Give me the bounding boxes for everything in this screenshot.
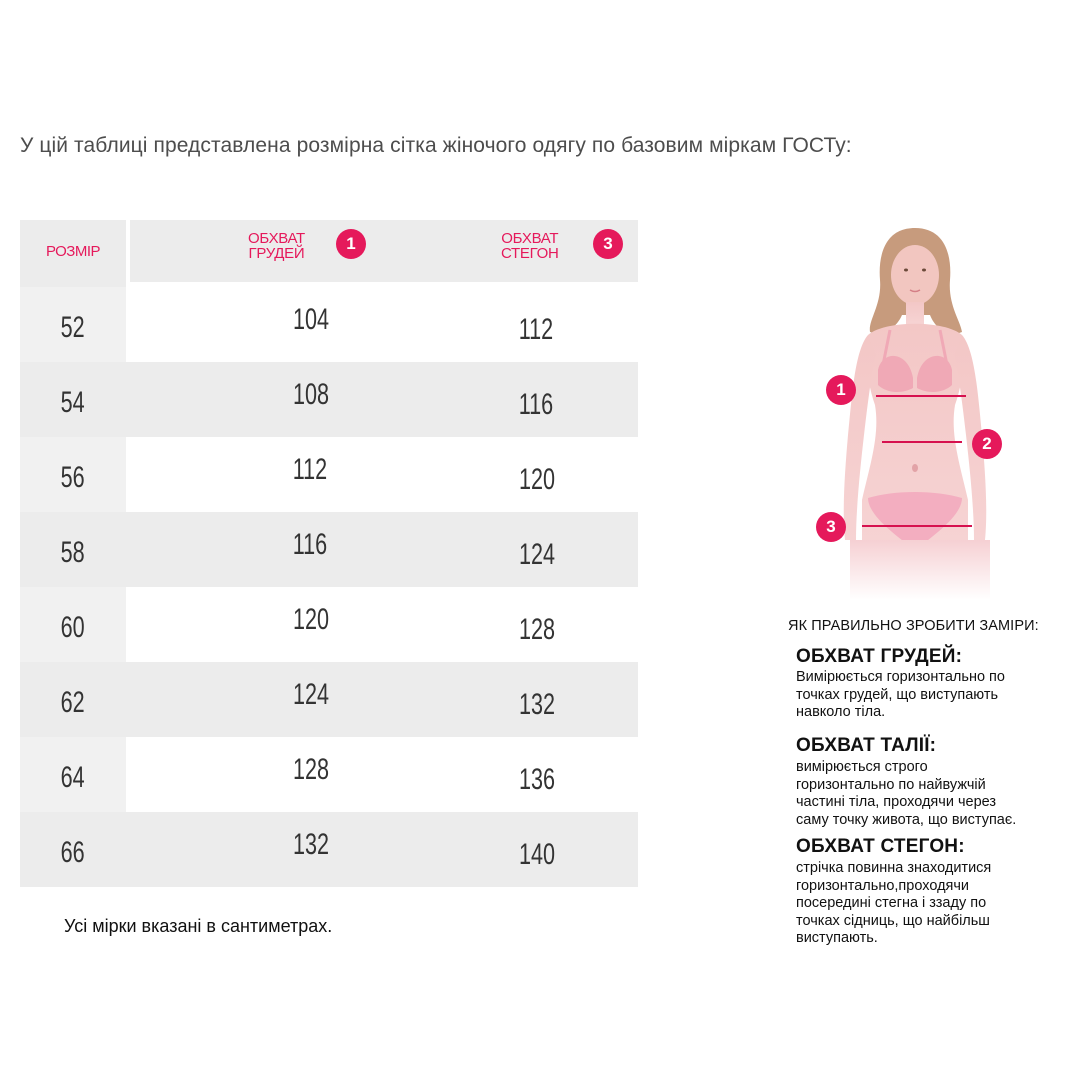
measure-cell — [126, 437, 638, 512]
chest-value: 112 — [292, 453, 328, 486]
chest-title: ОБХВАТ ГРУДЕЙ: — [796, 646, 963, 667]
hips-line: виступають. — [796, 930, 878, 946]
header-chest-line2: ГРУДЕЙ — [248, 245, 305, 262]
size-value: 60 — [60, 610, 86, 644]
size-cell — [20, 812, 126, 887]
hips-value: 132 — [519, 688, 556, 721]
measure-cell — [126, 362, 638, 437]
measurements-title: ЯК ПРАВИЛЬНО ЗРОБИТИ ЗАМІРИ: — [788, 618, 1039, 634]
header-chest-badge: 1 — [336, 229, 366, 259]
units-note: Усі мірки вказані в сантиметрах. — [64, 916, 333, 936]
size-cell — [20, 512, 126, 587]
header-measurements — [130, 220, 638, 282]
header-hips-badge: 3 — [593, 229, 623, 259]
header-chest-line1: ОБХВАТ — [248, 230, 305, 247]
table-row — [20, 737, 638, 812]
intro-text: У цій таблиці представлена розмірна сітка жіночого одягу по базовим міркам ГОСТу: — [20, 134, 852, 157]
chest-description — [796, 669, 1005, 722]
hips-line: стрічка повинна знаходитися — [796, 860, 992, 876]
chest-value: 104 — [293, 303, 330, 336]
hips-value: 112 — [518, 313, 554, 346]
size-cell — [20, 587, 126, 662]
table-row — [20, 812, 638, 887]
waist-title: ОБХВАТ ТАЛІЇ: — [796, 735, 937, 756]
measure-cell — [126, 812, 638, 887]
chest-value: 124 — [293, 678, 330, 711]
measure-cell — [126, 662, 638, 737]
size-cell — [20, 737, 126, 812]
chest-value: 108 — [293, 378, 330, 411]
hips-value: 120 — [519, 463, 556, 496]
size-cell — [20, 362, 126, 437]
chest-line: Вимірюється горизонтально по — [796, 669, 1005, 685]
chest-line: точках грудей, що виступають — [796, 686, 999, 703]
size-cell — [20, 437, 126, 512]
chest-value: 116 — [292, 528, 328, 561]
table-row — [20, 662, 638, 737]
figure-badge-1: 1 — [826, 375, 856, 405]
body-figure — [790, 220, 1050, 600]
chest-value: 132 — [293, 828, 330, 861]
hips-description — [796, 860, 991, 948]
header-size: РОЗМІР — [20, 220, 126, 282]
hips-value: 116 — [518, 388, 554, 421]
table-row — [20, 587, 638, 662]
measure-cell — [126, 287, 638, 362]
table-row — [20, 437, 638, 512]
header-hips-line1: ОБХВАТ — [501, 230, 559, 247]
size-cell — [20, 662, 126, 737]
header-hips-line2: СТЕГОН — [501, 245, 559, 262]
size-value: 64 — [60, 760, 86, 794]
chest-line: навколо тіла. — [796, 704, 886, 720]
waist-description — [796, 759, 1016, 829]
hips-line: точках сідниць, що найбільш — [796, 912, 990, 929]
hips-value: 124 — [519, 538, 556, 571]
size-value: 66 — [60, 835, 86, 869]
figure-badge-2: 2 — [972, 429, 1002, 459]
table-row — [20, 287, 638, 362]
header-hips-label — [501, 231, 558, 261]
figure-badge-3: 3 — [816, 512, 846, 542]
measure-cell — [126, 512, 638, 587]
size-value: 52 — [60, 310, 86, 344]
table-row — [20, 512, 638, 587]
waist-line: вимірюється строго — [796, 759, 928, 775]
measure-cell — [126, 587, 638, 662]
hips-title: ОБХВАТ СТЕГОН: — [796, 836, 965, 857]
size-value: 54 — [60, 385, 86, 419]
size-cell — [20, 287, 126, 362]
size-value: 58 — [60, 535, 86, 569]
chest-value: 120 — [293, 603, 330, 636]
hips-value: 140 — [519, 838, 556, 871]
chest-value: 128 — [293, 753, 330, 786]
table-body — [20, 287, 638, 887]
size-value: 62 — [60, 685, 86, 719]
hips-line: посередині стегна і ззаду по — [796, 895, 987, 911]
header-chest-label — [248, 231, 305, 261]
waist-line: саму точку живота, що виступає. — [796, 811, 1017, 828]
body-illustration — [790, 220, 1050, 600]
hips-line: горизонтально,проходячи — [796, 877, 970, 894]
table-row — [20, 362, 638, 437]
size-table — [20, 220, 638, 887]
hips-value: 136 — [519, 763, 556, 796]
waist-line: частині тіла, проходячи через — [796, 794, 997, 810]
hips-value: 128 — [519, 613, 556, 646]
measure-cell — [126, 737, 638, 812]
size-value: 56 — [60, 460, 86, 494]
waist-line: горизонтально по найвужчій — [796, 776, 986, 793]
